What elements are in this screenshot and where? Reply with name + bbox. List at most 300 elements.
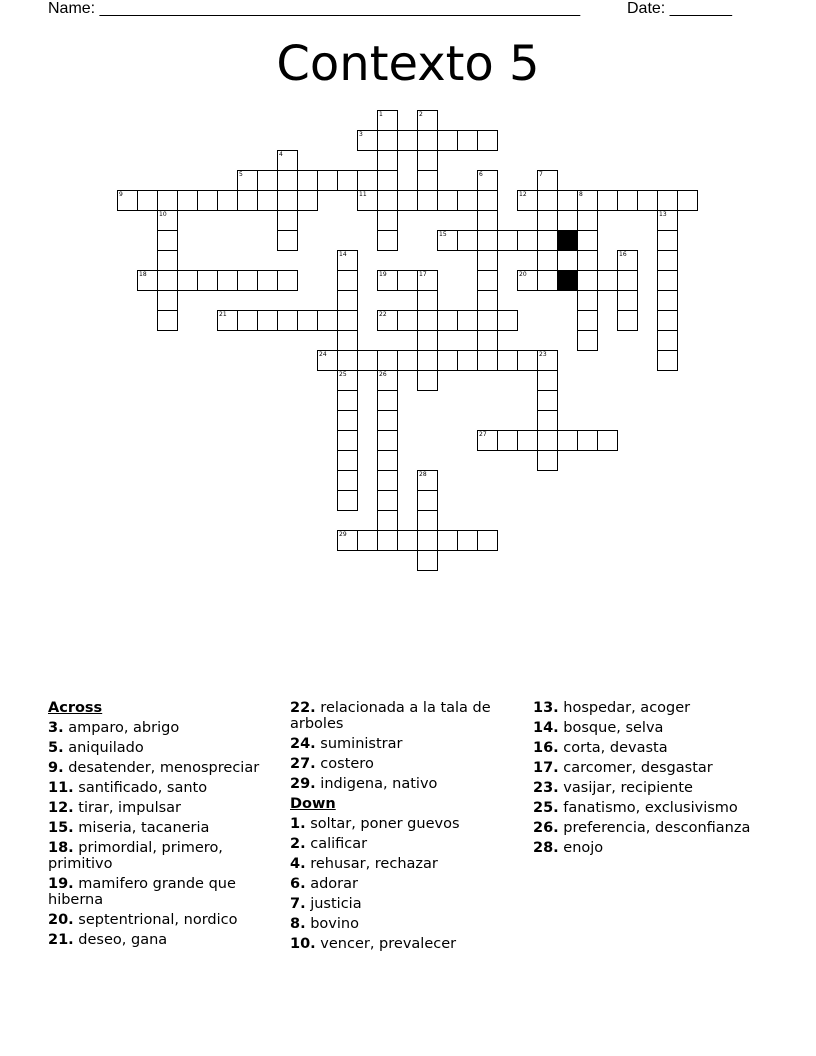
grid-cell[interactable] bbox=[337, 330, 358, 351]
clue-number: 4. bbox=[290, 856, 306, 872]
clue-item bbox=[290, 756, 520, 772]
grid-cell[interactable] bbox=[497, 430, 518, 451]
grid-cell[interactable] bbox=[417, 490, 438, 511]
clue-number: 29. bbox=[290, 776, 316, 792]
cell-number: 1 bbox=[379, 111, 383, 118]
grid-cell[interactable] bbox=[537, 370, 558, 391]
grid-cell[interactable] bbox=[417, 170, 438, 191]
clue-item bbox=[290, 876, 520, 892]
grid-cell[interactable] bbox=[337, 430, 358, 451]
clue-item bbox=[290, 836, 520, 852]
grid-cell[interactable] bbox=[277, 170, 298, 191]
grid-cell[interactable] bbox=[277, 210, 298, 231]
grid-cell[interactable] bbox=[357, 170, 378, 191]
grid-cell[interactable] bbox=[417, 370, 438, 391]
clue-column-1 bbox=[48, 700, 288, 948]
grid-cell[interactable] bbox=[537, 210, 558, 231]
grid-cell[interactable] bbox=[377, 370, 398, 391]
cell-number: 22 bbox=[379, 311, 387, 318]
cell-number: 15 bbox=[439, 231, 447, 238]
grid-cell[interactable] bbox=[377, 350, 398, 371]
grid-cell[interactable] bbox=[357, 190, 378, 211]
cell-number: 3 bbox=[359, 131, 363, 138]
clue-text: carcomer, desgastar bbox=[558, 760, 713, 776]
grid-cell[interactable] bbox=[377, 410, 398, 431]
grid-cell[interactable] bbox=[137, 270, 158, 291]
grid-cell[interactable] bbox=[397, 350, 418, 371]
clue-number: 9. bbox=[48, 760, 64, 776]
grid-cell[interactable] bbox=[377, 230, 398, 251]
clue-text: preferencia, desconfianza bbox=[558, 820, 751, 836]
grid-cell[interactable] bbox=[337, 390, 358, 411]
clue-item bbox=[48, 912, 288, 928]
grid-cell[interactable] bbox=[157, 250, 178, 271]
grid-cell[interactable] bbox=[357, 350, 378, 371]
grid-cell[interactable] bbox=[577, 250, 598, 271]
grid-cell[interactable] bbox=[477, 290, 498, 311]
grid-cell[interactable] bbox=[377, 490, 398, 511]
grid-cell[interactable] bbox=[337, 470, 358, 491]
grid-cell[interactable] bbox=[337, 450, 358, 471]
clue-text: bovino bbox=[305, 916, 359, 932]
grid-cell[interactable] bbox=[437, 530, 458, 551]
clue-text: amparo, abrigo bbox=[63, 720, 180, 736]
clue-text: deseo, gana bbox=[73, 932, 168, 948]
grid-cell[interactable] bbox=[477, 310, 498, 331]
grid-cell[interactable] bbox=[477, 430, 498, 451]
cell-number: 5 bbox=[239, 171, 243, 178]
clue-item bbox=[48, 932, 288, 948]
grid-cell[interactable] bbox=[477, 230, 498, 251]
grid-cell[interactable] bbox=[517, 270, 538, 291]
clue-text: rehusar, rechazar bbox=[305, 856, 438, 872]
grid-cell[interactable] bbox=[417, 550, 438, 571]
grid-cell[interactable] bbox=[517, 230, 538, 251]
grid-cell[interactable] bbox=[377, 170, 398, 191]
clue-item bbox=[290, 776, 520, 792]
clue-item bbox=[290, 936, 520, 952]
grid-cell[interactable] bbox=[477, 170, 498, 191]
clue-number: 28. bbox=[533, 840, 559, 856]
grid-cell[interactable] bbox=[537, 350, 558, 371]
clue-item bbox=[48, 820, 288, 836]
grid-cell[interactable] bbox=[497, 310, 518, 331]
grid-cell[interactable] bbox=[577, 210, 598, 231]
grid-cell[interactable] bbox=[397, 530, 418, 551]
clue-number: 3. bbox=[48, 720, 64, 736]
grid-cell[interactable] bbox=[197, 190, 218, 211]
grid-cell[interactable] bbox=[457, 350, 478, 371]
grid-cell[interactable] bbox=[317, 170, 338, 191]
grid-cell[interactable] bbox=[337, 270, 358, 291]
grid-cell[interactable] bbox=[477, 190, 498, 211]
cell-number: 29 bbox=[339, 531, 347, 538]
clue-text: suministrar bbox=[315, 736, 403, 752]
grid-cell[interactable] bbox=[377, 130, 398, 151]
grid-cell[interactable] bbox=[597, 430, 618, 451]
clue-item bbox=[290, 736, 520, 752]
grid-cell[interactable] bbox=[237, 310, 258, 331]
grid-cell[interactable] bbox=[157, 310, 178, 331]
grid-cell[interactable] bbox=[177, 190, 198, 211]
grid-cell[interactable] bbox=[537, 230, 558, 251]
grid-cell[interactable] bbox=[617, 250, 638, 271]
grid-cell[interactable] bbox=[377, 270, 398, 291]
grid-cell[interactable] bbox=[577, 270, 598, 291]
grid-cell[interactable] bbox=[537, 430, 558, 451]
grid-cell[interactable] bbox=[417, 470, 438, 491]
grid-cell[interactable] bbox=[157, 270, 178, 291]
clue-text: indigena, nativo bbox=[315, 776, 438, 792]
cell-number: 17 bbox=[419, 271, 427, 278]
clue-number: 17. bbox=[533, 760, 559, 776]
cell-number: 20 bbox=[519, 271, 527, 278]
clue-item bbox=[48, 800, 288, 816]
grid-cell[interactable] bbox=[477, 270, 498, 291]
clue-text: relacionada a la tala de arboles bbox=[290, 700, 491, 732]
clue-item bbox=[290, 916, 520, 932]
grid-block bbox=[557, 230, 578, 251]
grid-cell[interactable] bbox=[257, 310, 278, 331]
grid-cell[interactable] bbox=[537, 170, 558, 191]
grid-cell[interactable] bbox=[377, 450, 398, 471]
grid-cell[interactable] bbox=[457, 130, 478, 151]
grid-cell[interactable] bbox=[537, 190, 558, 211]
grid-cell[interactable] bbox=[657, 250, 678, 271]
grid-cell[interactable] bbox=[217, 310, 238, 331]
cell-number: 12 bbox=[519, 191, 527, 198]
clue-number: 18. bbox=[48, 840, 74, 856]
grid-cell[interactable] bbox=[157, 190, 178, 211]
cell-number: 25 bbox=[339, 371, 347, 378]
clue-item bbox=[48, 780, 288, 796]
grid-cell[interactable] bbox=[277, 230, 298, 251]
clue-item bbox=[533, 720, 773, 736]
grid-cell[interactable] bbox=[217, 270, 238, 291]
grid-cell[interactable] bbox=[417, 190, 438, 211]
grid-cell[interactable] bbox=[477, 130, 498, 151]
clue-number: 2. bbox=[290, 836, 306, 852]
clue-text: hospedar, acoger bbox=[558, 700, 691, 716]
grid-cell[interactable] bbox=[537, 390, 558, 411]
clue-number: 13. bbox=[533, 700, 559, 716]
grid-cell[interactable] bbox=[377, 190, 398, 211]
clue-heading: Across bbox=[48, 700, 103, 716]
grid-cell[interactable] bbox=[357, 530, 378, 551]
clue-number: 1. bbox=[290, 816, 306, 832]
grid-cell[interactable] bbox=[257, 190, 278, 211]
clue-item bbox=[533, 800, 773, 816]
clue-item bbox=[290, 896, 520, 912]
clue-heading: Down bbox=[290, 796, 336, 812]
grid-cell[interactable] bbox=[657, 270, 678, 291]
cell-number: 9 bbox=[119, 191, 123, 198]
grid-cell[interactable] bbox=[617, 270, 638, 291]
grid-cell[interactable] bbox=[597, 270, 618, 291]
clue-number: 20. bbox=[48, 912, 74, 928]
grid-cell[interactable] bbox=[337, 530, 358, 551]
clue-item bbox=[290, 816, 520, 832]
clue-number: 25. bbox=[533, 800, 559, 816]
grid-cell[interactable] bbox=[317, 350, 338, 371]
grid-cell[interactable] bbox=[537, 270, 558, 291]
cell-number: 27 bbox=[479, 431, 487, 438]
clue-text: tirar, impulsar bbox=[73, 800, 182, 816]
clue-text: vencer, prevalecer bbox=[315, 936, 457, 952]
grid-cell[interactable] bbox=[437, 190, 458, 211]
cell-number: 13 bbox=[659, 211, 667, 218]
grid-cell[interactable] bbox=[297, 190, 318, 211]
grid-cell[interactable] bbox=[337, 490, 358, 511]
clue-item bbox=[48, 720, 288, 736]
name-field[interactable]: Name: ______________________________________________________ bbox=[48, 0, 581, 17]
grid-cell[interactable] bbox=[577, 430, 598, 451]
grid-cell[interactable] bbox=[277, 270, 298, 291]
grid-cell[interactable] bbox=[377, 470, 398, 491]
grid-cell[interactable] bbox=[277, 190, 298, 211]
grid-cell[interactable] bbox=[457, 310, 478, 331]
clue-item bbox=[533, 700, 773, 716]
grid-cell[interactable] bbox=[657, 310, 678, 331]
grid-cell[interactable] bbox=[257, 270, 278, 291]
grid-cell[interactable] bbox=[537, 410, 558, 431]
grid-cell[interactable] bbox=[397, 190, 418, 211]
clue-number: 27. bbox=[290, 756, 316, 772]
clue-item bbox=[533, 820, 773, 836]
grid-cell[interactable] bbox=[337, 410, 358, 431]
grid-cell[interactable] bbox=[397, 130, 418, 151]
cell-number: 7 bbox=[539, 171, 543, 178]
clue-text: santificado, santo bbox=[73, 780, 208, 796]
grid-cell[interactable] bbox=[557, 430, 578, 451]
grid-cell[interactable] bbox=[617, 310, 638, 331]
grid-cell[interactable] bbox=[577, 310, 598, 331]
cell-number: 23 bbox=[539, 351, 547, 358]
grid-cell[interactable] bbox=[637, 190, 658, 211]
clue-text: adorar bbox=[305, 876, 358, 892]
date-field[interactable]: Date: _______ bbox=[627, 0, 732, 17]
grid-cell[interactable] bbox=[657, 230, 678, 251]
clue-item bbox=[533, 840, 773, 856]
grid-cell[interactable] bbox=[337, 170, 358, 191]
grid-cell[interactable] bbox=[577, 230, 598, 251]
grid-cell[interactable] bbox=[417, 350, 438, 371]
cell-number: 28 bbox=[419, 471, 427, 478]
grid-cell[interactable] bbox=[157, 290, 178, 311]
grid-cell[interactable] bbox=[137, 190, 158, 211]
grid-cell[interactable] bbox=[517, 430, 538, 451]
grid-cell[interactable] bbox=[337, 350, 358, 371]
grid-cell[interactable] bbox=[457, 230, 478, 251]
clue-number: 15. bbox=[48, 820, 74, 836]
cell-number: 2 bbox=[419, 111, 423, 118]
grid-cell[interactable] bbox=[417, 530, 438, 551]
clue-number: 14. bbox=[533, 720, 559, 736]
grid-cell[interactable] bbox=[417, 310, 438, 331]
clue-number: 16. bbox=[533, 740, 559, 756]
clue-number: 21. bbox=[48, 932, 74, 948]
cell-number: 21 bbox=[219, 311, 227, 318]
grid-cell[interactable] bbox=[417, 270, 438, 291]
grid-cell[interactable] bbox=[257, 170, 278, 191]
clue-item bbox=[533, 760, 773, 776]
grid-block bbox=[557, 270, 578, 291]
grid-cell[interactable] bbox=[657, 290, 678, 311]
clue-number: 23. bbox=[533, 780, 559, 796]
grid-cell[interactable] bbox=[397, 270, 418, 291]
grid-cell[interactable] bbox=[577, 290, 598, 311]
grid-cell[interactable] bbox=[617, 290, 638, 311]
clue-number: 6. bbox=[290, 876, 306, 892]
cell-number: 16 bbox=[619, 251, 627, 258]
grid-cell[interactable] bbox=[437, 130, 458, 151]
clue-number: 22. bbox=[290, 700, 316, 716]
cell-number: 24 bbox=[319, 351, 327, 358]
grid-cell[interactable] bbox=[297, 310, 318, 331]
grid-cell[interactable] bbox=[237, 170, 258, 191]
grid-cell[interactable] bbox=[357, 130, 378, 151]
grid-cell[interactable] bbox=[477, 210, 498, 231]
grid-cell[interactable] bbox=[657, 210, 678, 231]
grid-cell[interactable] bbox=[377, 110, 398, 131]
grid-cell[interactable] bbox=[417, 110, 438, 131]
clue-text: costero bbox=[315, 756, 374, 772]
grid-cell[interactable] bbox=[537, 250, 558, 271]
clue-number: 24. bbox=[290, 736, 316, 752]
grid-cell[interactable] bbox=[517, 350, 538, 371]
grid-cell[interactable] bbox=[317, 310, 338, 331]
clue-item bbox=[290, 700, 520, 732]
cell-number: 14 bbox=[339, 251, 347, 258]
grid-cell[interactable] bbox=[497, 230, 518, 251]
clue-text: fanatismo, exclusivismo bbox=[558, 800, 738, 816]
cell-number: 10 bbox=[159, 211, 167, 218]
cell-number: 19 bbox=[379, 271, 387, 278]
clue-number: 8. bbox=[290, 916, 306, 932]
clue-item bbox=[48, 760, 288, 776]
grid-cell[interactable] bbox=[377, 530, 398, 551]
grid-cell[interactable] bbox=[577, 190, 598, 211]
cell-number: 18 bbox=[139, 271, 147, 278]
grid-cell[interactable] bbox=[437, 230, 458, 251]
grid-cell[interactable] bbox=[157, 210, 178, 231]
grid-cell[interactable] bbox=[117, 190, 138, 211]
cell-number: 8 bbox=[579, 191, 583, 198]
grid-cell[interactable] bbox=[477, 530, 498, 551]
clue-item bbox=[533, 740, 773, 756]
grid-cell[interactable] bbox=[377, 430, 398, 451]
grid-cell[interactable] bbox=[337, 250, 358, 271]
grid-cell[interactable] bbox=[337, 370, 358, 391]
grid-cell[interactable] bbox=[597, 190, 618, 211]
clue-column-3 bbox=[533, 700, 773, 856]
grid-cell[interactable] bbox=[157, 230, 178, 251]
clue-text: primordial, primero, primitivo bbox=[48, 840, 223, 872]
grid-cell[interactable] bbox=[477, 250, 498, 271]
clue-item bbox=[48, 740, 288, 756]
cell-number: 26 bbox=[379, 371, 387, 378]
grid-cell[interactable] bbox=[417, 130, 438, 151]
grid-cell[interactable] bbox=[417, 510, 438, 531]
clue-text: enojo bbox=[558, 840, 604, 856]
clue-text: calificar bbox=[305, 836, 368, 852]
grid-cell[interactable] bbox=[237, 190, 258, 211]
grid-cell[interactable] bbox=[177, 270, 198, 291]
clue-column-2 bbox=[290, 700, 520, 952]
grid-cell[interactable] bbox=[337, 310, 358, 331]
grid-cell[interactable] bbox=[617, 190, 638, 211]
clue-number: 5. bbox=[48, 740, 64, 756]
grid-cell[interactable] bbox=[417, 290, 438, 311]
clue-number: 12. bbox=[48, 800, 74, 816]
clue-number: 26. bbox=[533, 820, 559, 836]
clue-number: 10. bbox=[290, 936, 316, 952]
clue-number: 19. bbox=[48, 876, 74, 892]
clue-item bbox=[48, 876, 288, 908]
grid-cell[interactable] bbox=[377, 310, 398, 331]
grid-cell[interactable] bbox=[197, 270, 218, 291]
cell-number: 4 bbox=[279, 151, 283, 158]
grid-cell[interactable] bbox=[237, 270, 258, 291]
grid-cell[interactable] bbox=[437, 350, 458, 371]
grid-cell[interactable] bbox=[277, 150, 298, 171]
grid-cell[interactable] bbox=[577, 330, 598, 351]
clue-number: 7. bbox=[290, 896, 306, 912]
grid-cell[interactable] bbox=[377, 210, 398, 231]
grid-cell[interactable] bbox=[517, 190, 538, 211]
clue-text: justicia bbox=[305, 896, 362, 912]
grid-cell[interactable] bbox=[557, 190, 578, 211]
clue-item bbox=[290, 856, 520, 872]
grid-cell[interactable] bbox=[657, 350, 678, 371]
grid-cell[interactable] bbox=[437, 310, 458, 331]
grid-cell[interactable] bbox=[377, 510, 398, 531]
grid-cell[interactable] bbox=[217, 190, 238, 211]
clue-text: aniquilado bbox=[63, 740, 144, 756]
grid-cell[interactable] bbox=[397, 310, 418, 331]
grid-cell[interactable] bbox=[417, 330, 438, 351]
grid-cell[interactable] bbox=[677, 190, 698, 211]
clue-item bbox=[533, 780, 773, 796]
grid-cell[interactable] bbox=[337, 290, 358, 311]
grid-cell[interactable] bbox=[417, 150, 438, 171]
clue-text: desatender, menospreciar bbox=[63, 760, 260, 776]
grid-cell[interactable] bbox=[457, 190, 478, 211]
grid-cell[interactable] bbox=[457, 530, 478, 551]
cell-number: 6 bbox=[479, 171, 483, 178]
clue-text: vasijar, recipiente bbox=[558, 780, 693, 796]
grid-cell[interactable] bbox=[477, 350, 498, 371]
grid-cell[interactable] bbox=[477, 330, 498, 351]
clue-number: 11. bbox=[48, 780, 74, 796]
clue-text: corta, devasta bbox=[558, 740, 668, 756]
grid-cell[interactable] bbox=[297, 170, 318, 191]
grid-cell[interactable] bbox=[377, 390, 398, 411]
clue-text: miseria, tacaneria bbox=[73, 820, 210, 836]
clue-item bbox=[48, 840, 288, 872]
clue-text: soltar, poner guevos bbox=[305, 816, 460, 832]
grid-cell[interactable] bbox=[657, 330, 678, 351]
grid-cell[interactable] bbox=[497, 350, 518, 371]
grid-cell[interactable] bbox=[277, 310, 298, 331]
page-title: Contexto 5 bbox=[276, 36, 540, 92]
clue-text: septentrional, nordico bbox=[73, 912, 238, 928]
grid-cell[interactable] bbox=[537, 450, 558, 471]
cell-number: 11 bbox=[359, 191, 367, 198]
clue-text: mamifero grande que hiberna bbox=[48, 876, 236, 908]
grid-cell[interactable] bbox=[657, 190, 678, 211]
grid-cell[interactable] bbox=[377, 150, 398, 171]
